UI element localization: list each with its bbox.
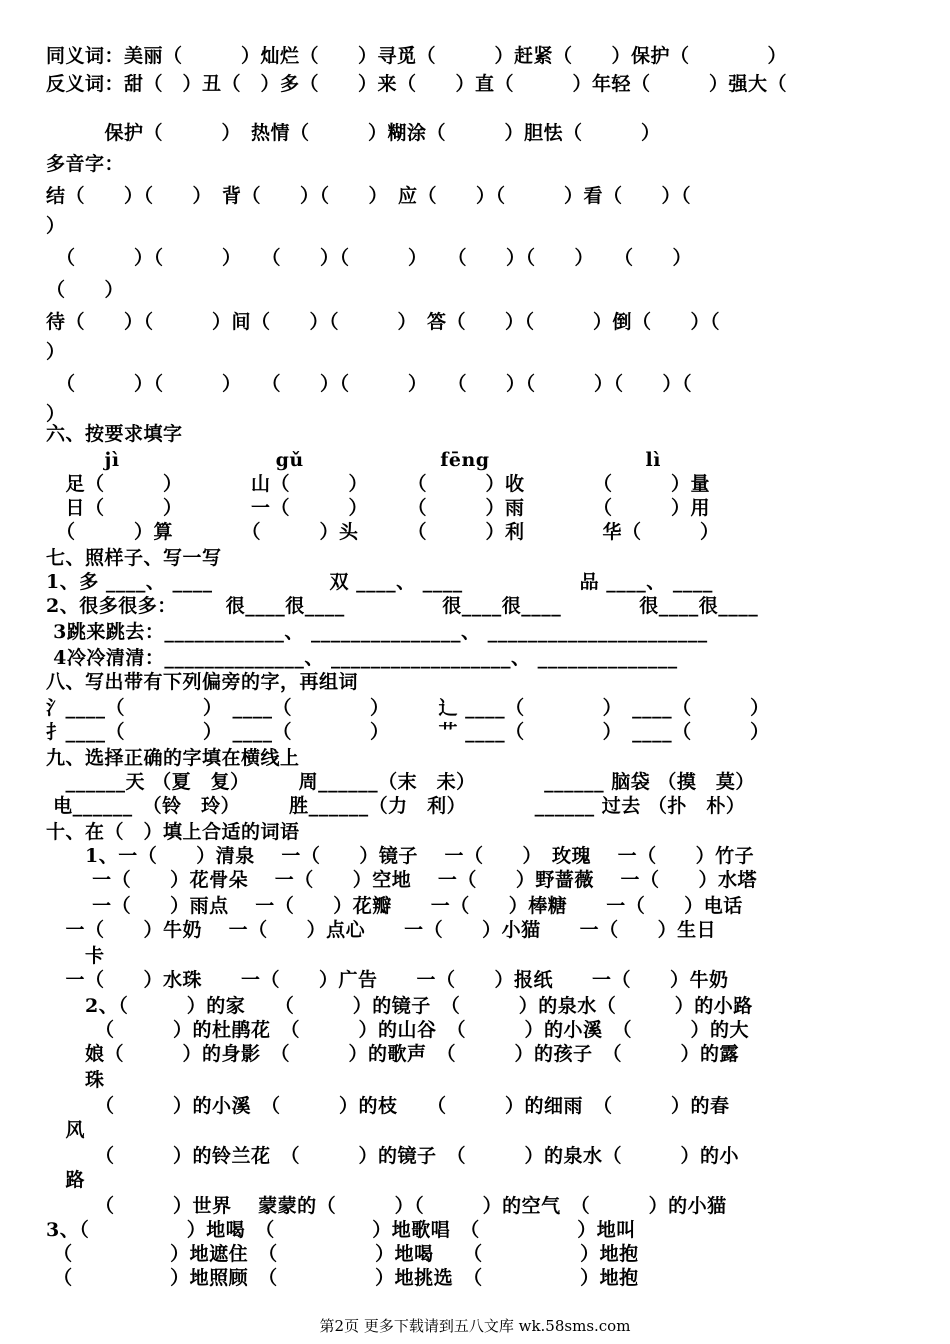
worksheet-line: 1、多 ____、 ____ 双 ____、 ____ 品 ____、 ____	[46, 571, 713, 593]
worksheet-line: （ ）（ ） （ ）（ ） （ ）（ ）（ ）（	[46, 373, 693, 395]
worksheet-line: （ ）世界 蒙蒙的（ ）（ ）的空气 （ ）的小猫	[46, 1195, 727, 1217]
worksheet-line: 日（ ） 一（ ） （ ）雨 （ ）用	[46, 497, 711, 519]
worksheet-line: 2、很多很多： 很____很____ 很____很____ 很____很____	[46, 595, 759, 617]
worksheet-line: 扌____（ ） ____（ ） 艹 ____（ ） ____（ ）	[46, 721, 770, 743]
worksheet-line: 3跳来跳去：____________、 _______________、 ______________________	[46, 621, 708, 643]
worksheet-line: 珠	[46, 1069, 105, 1091]
worksheet-line: 3、（ ）地喝 （ ）地歌唱 （ ）地叫	[46, 1219, 636, 1241]
worksheet-line: 一（ ）花骨朵 一（ ）空地 一（ ）野蔷薇 一（ ）水塔	[46, 869, 757, 891]
worksheet-line: ）	[46, 403, 66, 425]
worksheet-line: （ ）	[46, 279, 125, 301]
worksheet-line: 十、在（ ）填上合适的词语	[46, 821, 300, 843]
worksheet-line: 九、选择正确的字填在横线上	[46, 747, 300, 769]
worksheet-line: 2、（ ）的家 （ ）的镜子 （ ）的泉水（ ）的小路	[46, 995, 753, 1017]
worksheet-line: 风	[46, 1119, 86, 1141]
worksheet-line: （ ）（ ） （ ）（ ） （ ）（ ） （ ）	[46, 247, 693, 269]
worksheet-line: 卡	[46, 945, 105, 967]
worksheet-line: （ ）的铃兰花 （ ）的镜子 （ ）的泉水（ ）的小	[46, 1145, 740, 1167]
worksheet-line: 娘（ ）的身影 （ ）的歌声 （ ）的孩子 （ ）的露	[46, 1043, 740, 1065]
worksheet-line: 保护（ ） 热情（ ）糊涂（ ）胆怯（ ）	[46, 122, 661, 144]
worksheet-line: （ ）算 （ ）头 （ ）利 华（ ）	[46, 521, 720, 543]
worksheet-line: ）	[46, 341, 66, 363]
worksheet-line: 待（ ）（ ）间（ ）（ ） 答（ ）（ ）倒（ ）（	[46, 311, 721, 333]
worksheet-line: 一（ ）水珠 一（ ）广告 一（ ）报纸 一（ ）牛奶	[46, 969, 729, 991]
worksheet-line: 八、写出带有下列偏旁的字，再组词	[46, 671, 359, 693]
worksheet-line: ）	[46, 215, 66, 237]
worksheet-line: 六、按要求填字	[46, 423, 183, 445]
worksheet-line: 氵____（ ） ____（ ） 辶 ____（ ） ____（ ）	[46, 697, 770, 719]
worksheet-line: 足（ ） 山（ ） （ ）收 （ ）量	[46, 473, 711, 495]
worksheet-line: 4冷冷清清：______________、 __________________、 ______________	[46, 647, 678, 669]
worksheet-line: （ ）的杜鹃花 （ ）的山谷 （ ）的小溪 （ ）的大	[46, 1019, 750, 1041]
worksheet-line: 路	[46, 1169, 86, 1191]
worksheet-line: 同义词：美丽（ ）灿烂（ ）寻觅（ ）赶紧（ ）保护（ ）	[46, 45, 788, 67]
worksheet-line: 结（ ）（ ） 背（ ）（ ） 应（ ）（ ）看（ ）（	[46, 185, 692, 207]
page-footer: 第2页 更多下载请到五八文库 wk.58sms.com	[319, 1317, 631, 1335]
worksheet-line: 反义词：甜（ ）丑（ ）多（ ）来（ ）直（ ）年轻（ ）强大（	[46, 73, 788, 95]
worksheet-line: （ ）的小溪 （ ）的枝 （ ）的细雨 （ ）的春	[46, 1095, 730, 1117]
worksheet-line: 电______ （铃 玲） 胜______（力 利） ______ 过去 （扑 朴）	[46, 795, 746, 817]
worksheet-line: jì gǔ fēng lì	[46, 449, 661, 471]
worksheet-line: ______天 （夏 复） 周______（末 未） ______ 脑袋 （摸 莫）	[46, 771, 755, 793]
worksheet-line: 多音字：	[46, 153, 125, 175]
worksheet-line: （ ）地遮住 （ ）地喝 （ ）地抱	[46, 1243, 639, 1265]
worksheet-line: 七、照样子、写一写	[46, 547, 222, 569]
worksheet-line: 一（ ）牛奶 一（ ）点心 一（ ）小猫 一（ ）生日	[46, 919, 717, 941]
worksheet-line: 一（ ）雨点 一（ ）花瓣 一（ ）棒糖 一（ ）电话	[46, 895, 743, 917]
worksheet-line: 1、一（ ）清泉 一（ ）镜子 一（ ） 玫瑰 一（ ）竹子	[46, 845, 755, 867]
worksheet-line: （ ）地照顾 （ ）地挑选 （ ）地抱	[46, 1267, 639, 1289]
